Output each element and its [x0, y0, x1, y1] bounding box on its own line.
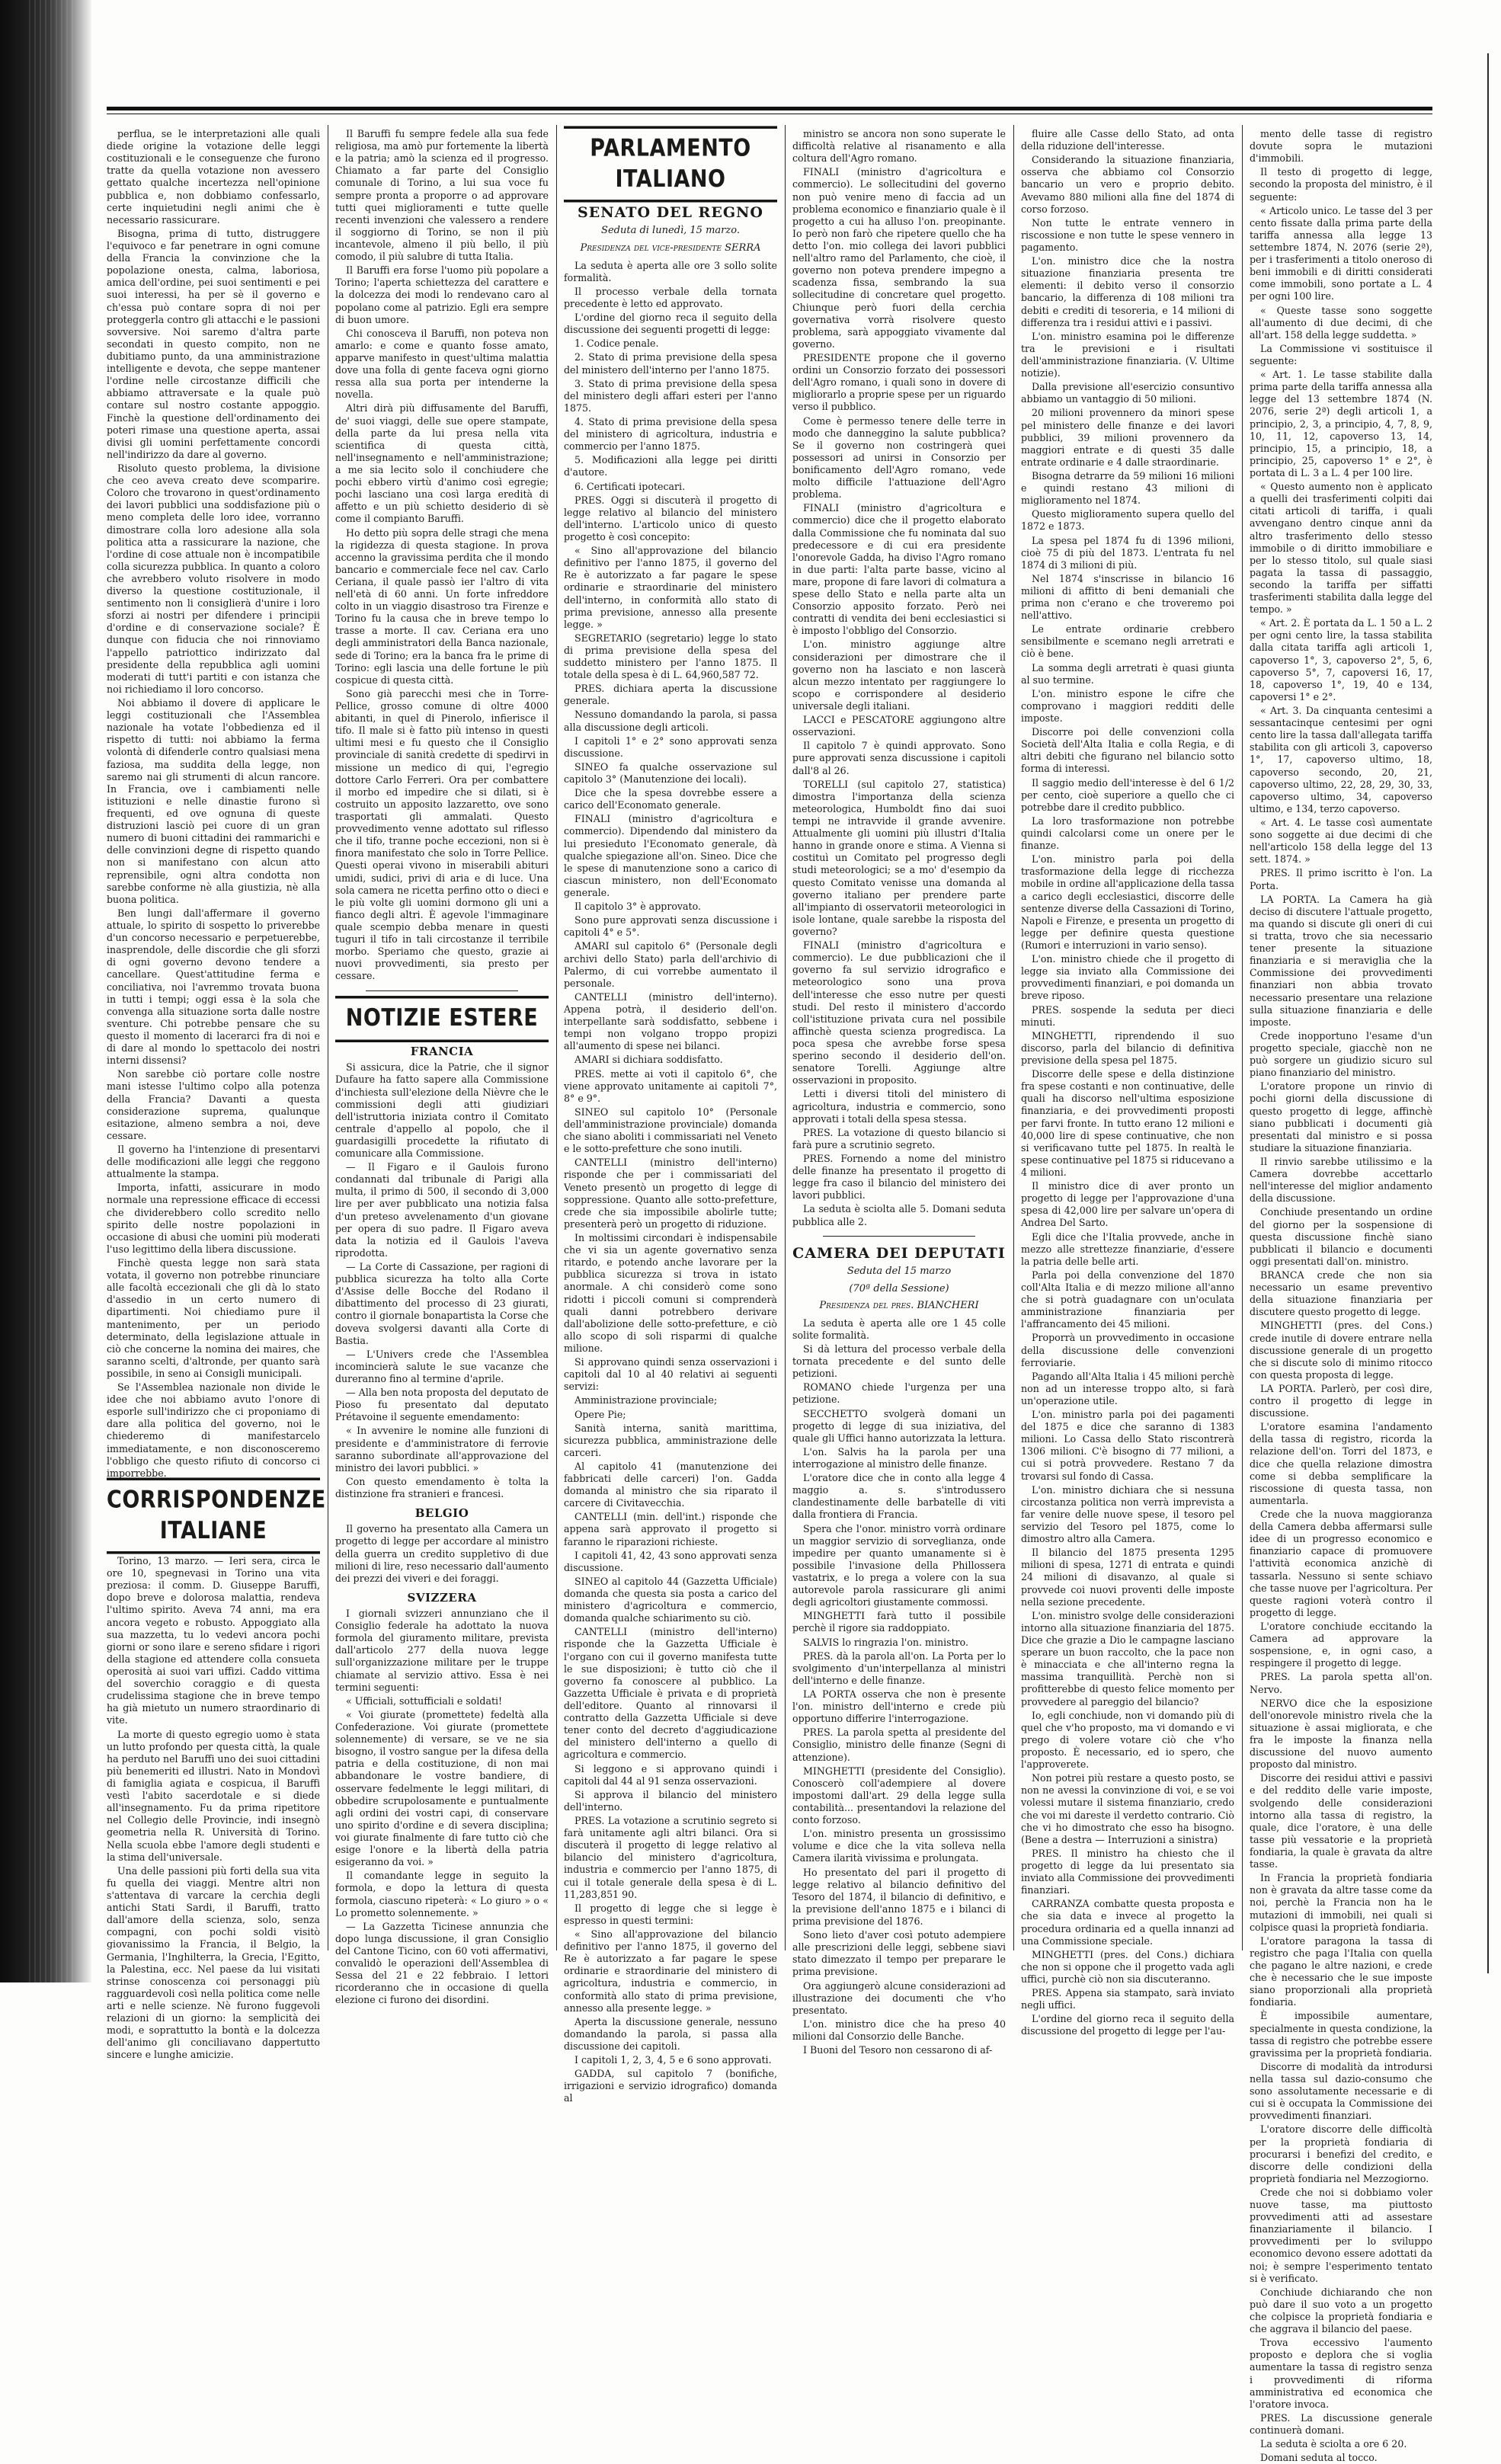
- paragraph: Come è permesso tenere delle terre in modo che danneggino la salute pubblica? Se il governo non costringerà quei possessori ad unirsi in Consorzio per bonificamento dell'Agro romano, vede molto difficile l'attuazione dell'Agro problema.: [792, 414, 1006, 501]
- paragraph: L'on. ministro aggiunge altre considerazioni per dimostrare che il governo non ha lasciato e non lascerà alcun mezzo intentato per raggiungere lo scopo e corrispondere al desiderio universale degli italiani.: [792, 638, 1006, 712]
- paragraph: Nel 1874 s'inscrisse in bilancio 16 milioni di affitto di beni demaniali che prima non c'erano e che troveremo poi nell'attivo.: [1021, 572, 1234, 622]
- paragraph: La seduta è aperta alle ore 1 45 colle solite formalità.: [792, 1317, 1006, 1341]
- paragraph: FINALI (ministro d'agricoltura e commercio). Le sollecitudini del governo non può venire meno di faccia ad un problema economico e finanziario quale è il progetto a cui ha alluso l'on. preopinante. Io però non farò che ripetere quello che ha detto l'on. mio collega dei lavori pubblici nell'altro ramo del Parlamento, che cioè, il governo non poteva prendere impegno a scadenza fissa, sembrando la sua sollecitudine di concretare quel progetto. Chiunque però fuori della cerchia governativa vorrà risolvere questo problema, sarà appoggiato vivamente dal governo.: [792, 166, 1006, 350]
- paragraph: In moltissimi circondari è indispensabile che vi sia un agente governativo senza ritardo, e potendo anche lavorare per la pubblica sicurezza si trova in istato anormale. A chi considerò come sono ridotti i piccoli comuni si comprenderà quali danni potrebbero derivare dall'abolizione delle sotto-prefetture, e ciò allo scopo di soli risparmi di qualche milione.: [564, 1231, 777, 1354]
- paragraph: Bisogna detrarre da 59 milioni 16 milioni e quindi restano 43 milioni di miglioramento nel 1874.: [1021, 469, 1234, 507]
- paragraph: BRANCA crede che non sia necessario un esame preventivo della situazione finanziaria per discutere questo progetto di legge.: [1250, 1269, 1432, 1318]
- paragraph: MINGHETTI, riprendendo il suo discorso, parla del bilancio di definitiva previsione della spesa pel 1875.: [1021, 1029, 1234, 1066]
- divider: [366, 990, 518, 991]
- paragraph: L'on. ministro parla poi dei pagamenti del 1875 e dice che saranno di 1383 milioni. Lo Cassa dello Stato riscontrerà 1306 milioni. C'è bisogno di 77 milioni, a cui si potrà provvedere. Restano 7 da trovarsi sul fondo di Cassa.: [1021, 1409, 1234, 1482]
- paragraph: LACCI e PESCATORE aggiungono altre osservazioni.: [792, 714, 1006, 738]
- paragraph: PRES. Il ministro ha chiesto che il progetto di legge da lui presentato sia inviato alla Commissione dei provvedimenti finanziari.: [1021, 1847, 1234, 1896]
- paragraph: SALVIS lo ringrazia l'on. ministro.: [803, 1636, 969, 1648]
- paragraph: « Questo aumento non è applicato a quelli dei trasferimenti colpiti dai citati articoli di tariffa, i quali avvengano dentro cinque anni da altro trasferimento dello stesso immobile o di diritto immobiliare e per lo stesso titolo, sul quale siasi pagata la tassa di passaggio, secondo la tariffa per siffatti trasferimenti stabilita dalla legge del tempo. »: [1250, 481, 1432, 616]
- newspaper-page: [107, 107, 1432, 2464]
- chamber-presidency: Presidenza del pres. BIANCHERI: [819, 1300, 979, 1312]
- paragraph: Discorre dei residui attivi e passivi e del reddito delle varie imposte, svolgendo delle considerazioni intorno alla tassa di registro, la quale, dice l'oratore, è una delle tasse più vessatorie e la proprietà fondiaria, la quale è gravata da altre tasse.: [1250, 1772, 1432, 1870]
- paragraph: La seduta è sciolta alle 5. Domani seduta pubblica alle 2.: [792, 1203, 1006, 1227]
- paragraph: GADDA, sul capitolo 7 (bonifiche, irrigazioni e servizio idrografico) domanda al: [564, 2068, 777, 2104]
- paragraph: Crede che noi si dobbiamo voler nuove tasse, ma piuttosto provvedimenti atti ad assestare finanziariamente il bilancio. I provvedimenti per lo sviluppo economico devono essere adottati da noi; è sempre l'esperimento tentato si è verificato.: [1250, 2186, 1432, 2284]
- column-1: [107, 128, 326, 2061]
- paragraph: L'oratore discorre delle difficoltà per la proprietà fondiaria di procurarsi i benefizi del credito, e discorre delle condizioni della proprietà fondiaria nel Mezzogiorno.: [1250, 2123, 1432, 2184]
- paragraph: La somma degli arretrati è quasi giunta al suo termine.: [1021, 661, 1234, 686]
- paragraph: Proporrà un provvedimento in occasione della discussione delle convenzioni ferroviarie.: [1021, 1332, 1234, 1368]
- paragraph: Spera che l'onor. ministro vorrà ordinare un maggior servizio di sorveglianza, onde impedire per quanto umanamente si è possibile l'invasione della Phillossera vastatrix, e lo prega a volere con la sua autorevole parola rassicurare gli animi degli agricoltori giustamente commossi.: [792, 1522, 1006, 1608]
- paragraph: Il processo verbale della tornata precedente è letto ed approvato.: [564, 285, 777, 309]
- subsection-francia: [335, 1045, 549, 1500]
- paragraph: MINGHETTI (presidente del Consiglio). Conoscerò coll'adempiere al dovere impostomi dall'art. 29 della legge sulla contabilità... presentandovi la relazione del conto forzoso.: [792, 1765, 1006, 1826]
- paragraph: L'oratore conchiude eccitando la Camera ad approvare la sospensione, e, in ogni caso, a respingere il progetto di legge.: [1250, 1621, 1432, 1669]
- paragraph: Il saggio medio dell'interesse è del 6 1/2 per cento, cioè superiore a quello che ci potrebbe dare il credito pubblico.: [1021, 776, 1234, 813]
- paragraph: CANTELLI (ministro dell'interno). Appena potrà, il desiderio dell'on. interpellante sarà soddisfatto, sebbene i tempi non volgano troppo propizi all'aumento di spese nei bilanci.: [564, 990, 777, 1052]
- paragraph: PRES. dà la parola all'on. La Porta per lo svolgimento d'un'interpellanza al ministri dell'interno e delle finanze.: [792, 1650, 1006, 1686]
- paragraph: L'on. ministro parla poi della trasformazione della legge di ricchezza mobile in ordine all'applicazione della tassa a carico degli ecclesiastici, discorre delle sentenze diverse della Cassazioni di Torino, Napoli e Firenze, e presenta un progetto di legge per definire questa questione (Rumori e interruzioni in vario senso).: [1021, 853, 1234, 951]
- paragraph: L'oratore dice che in conto alla legge 4 maggio a. s. s'introdussero clandestinamente delle barbatelle di viti dalla frontiera di Francia.: [792, 1472, 1006, 1521]
- paragraph: NERVO dice che la esposizione dell'onorevole ministro rivela che la situazione è assai migliorata, e che fra le imposte la finanza nella discussione del nuovo aumento proposto dal ministro.: [1250, 1697, 1432, 1771]
- paragraph: Si approva il bilancio del ministero dell'interno.: [564, 1788, 777, 1813]
- paragraph: L'on. ministro dichiara che si nessuna circostanza politica non verrà imprevista a far venire delle nuove spese, il tesoro pel servizio del Tesoro pel 1875, come lo dimostro altro alla Camera.: [1021, 1483, 1234, 1545]
- paragraph: Discorre poi delle convenzioni colla Società dell'Alta Italia e colla Regia, e di altri debiti che figurano nel bilancio sotto forma di interessi.: [1021, 726, 1234, 775]
- paragraph: I capitoli 1, 2, 3, 4, 5 e 6 sono approvati.: [574, 2054, 772, 2066]
- paragraph: 1. Codice penale.: [574, 338, 659, 350]
- paragraph: Si dà lettura del processo verbale della tornata precedente e del sunto delle petizioni.: [792, 1343, 1006, 1380]
- paragraph: — La Corte di Cassazione, per ragioni di pubblica sicurezza ha tolto alla Corte d'Assise delle Bocche del Rodano il dibattimento del processo di 23 giurati, contro il giornale bonapartista la Corse che doveva svolgersi davanti alla Corte di Bastia.: [335, 1261, 549, 1346]
- chamber-heading: CAMERA DEI DEPUTATI: [792, 1244, 1006, 1262]
- paragraph: « Art. 2. È portata da L. 1 50 a L. 2 per ogni cento lire, la tassa stabilita dalla citata tariffa agli articoli 1, capoverso 1°, 3, capoverso 2°, 5, 6, capoverso 5°, 7, capoversi 16, 17, 18, capoverso 1°, 19, 40 e 134, capoversi 1° e 2°.: [1250, 617, 1432, 702]
- paragraph: MINGHETTI (pres. del Cons.) dichiara che non si oppone che il progetto vada agli uffici, purchè ciò non sia discuteranno.: [1021, 1948, 1234, 1985]
- column-4: [792, 128, 1006, 2056]
- paragraph: L'on. ministro dice che ha preso 40 milioni dal Consorzio delle Banche.: [792, 2018, 1006, 2042]
- subsection-heading: SVIZZERA: [407, 1590, 477, 1605]
- paragraph: LA PORTA. La Camera ha già deciso di discutere l'attuale progetto, ma quando si discute gli oneri di cui si tratta, trovo che sia necessario tener presente la situazione finanziaria e si meraviglia che la Commissione dei provvedimenti finanziari non abbia trovato necessario presentare una relazione sulla situazione finanziaria e delle imposte.: [1250, 893, 1432, 1028]
- paragraph: La spesa pel 1874 fu di 1396 milioni, cioè 75 di più del 1873. L'entrata fu nel 1874 di 3 milioni di più.: [1021, 534, 1234, 571]
- paragraph: Io, egli conchiude, non vi domando più di quel che v'ho proposto, ma vi domando e vi prego di volere votare ciò che v'ho proposto. È necessario, ed io spero, che l'approverete.: [1021, 1709, 1234, 1771]
- column-6: [1250, 128, 1432, 2464]
- paragraph: Se l'Assemblea nazionale non divide le idee che noi abbiamo avuto l'onore di esporle sull'indirizzo che ci proponiamo di dare alla politica del governo, noi le chiederemo di manifestarcelo immediatamente, e non disconosceremo l'obbligo che questo rifiuto di concorso ci imporrebbe.: [107, 1381, 320, 1479]
- paragraph: PRES. sospende la seduta per dieci minuti.: [1021, 1003, 1234, 1028]
- paragraph: fluire alle Casse dello Stato, ad onta della riduzione dell'interesse.: [1021, 128, 1234, 152]
- paragraph: « Art. 4. Le tasse così aumentate sono soggette ai due decimi di che nell'articolo 158 della legge del 13 sett. 1874. »: [1250, 817, 1432, 866]
- paragraph: Il capitolo 7 è quindi approvato. Sono pure approvati senza discussione i capitoli dall'8 al 26.: [792, 740, 1006, 776]
- subsection-text: [335, 1523, 549, 1585]
- column-separator: [1013, 125, 1014, 1950]
- paragraph: SINEO fa qualche osservazione sul capitolo 3° (Manutenzione dei locali).: [564, 760, 777, 786]
- paragraph: Trova eccessivo l'aumento proposto e deplora che si voglia aumentare la tassa di registro senza i provvedimenti di riforma amministrativa ed economica che l'oratore invoca.: [1250, 2337, 1432, 2410]
- paragraph: Finchè questa legge non sarà stata votata, il governo non potrebbe rinunciare alle facoltà eccezionali che gli dà lo stato d'assedio in un certo numero di dipartimenti. Noi chiediamo pure il mantenimento, per un periodo determinato, della legislazione attuale in ciò che concerne la nomina dei maires, che saranno scelti, d'altronde, per quanto sarà possibile, in seno ai Consigli municipali.: [107, 1256, 320, 1379]
- paragraph: Il comandante legge in seguito la formola, e dopo la lettura di questa formola, ciascuno ripeterà: « Lo giuro » o « Lo prometto solennemente. »: [335, 1870, 549, 1918]
- paragraph: Considerando la situazione finanziaria, osserva che abbiamo col Consorzio bancario un vero e proprio debito. Avevamo 880 milioni alla fine del 1874 di corso forzoso.: [1021, 154, 1234, 215]
- paragraph: La seduta è aperta alle ore 3 sollo solite formalità.: [564, 259, 777, 283]
- session-date: Seduta di lunedì, 15 marzo.: [601, 225, 740, 237]
- paragraph: La seduta è sciolta a ore 6 20.: [1260, 2438, 1407, 2450]
- paragraph: Aperta la discussione generale, nessuno domandando la parola, si passa alla discussione dei capitoli.: [564, 2015, 777, 2052]
- column-separator: [556, 125, 557, 1950]
- paragraph: Il bilancio del 1875 presenta 1295 milioni di spesa, 1271 di entrata e quindi 24 milioni di disavanzo, al quale si provvede coi nuovi proventi delle imposte nella sezione precedente.: [1021, 1547, 1234, 1608]
- subsection-heading: BELGIO: [414, 1506, 469, 1521]
- paragraph: 20 milioni provennero da minori spese pel ministero delle finanze e dei lavori pubblici, 39 milioni provennero da maggiori entrate e di questi 35 dalle entrate ordinarie e 4 dalle straordinarie.: [1021, 407, 1234, 468]
- paragraph: Ora aggiungerò alcune considerazioni ad illustrazione dei documenti che v'ho presentato.: [792, 1979, 1006, 2016]
- paragraph: La Commissione vi sostituisce il seguente:: [1250, 342, 1432, 366]
- col1-text: [107, 128, 320, 1480]
- paragraph: Il Baruffi era forse l'uomo più popolare a Torino; l'aperta schiettezza del carattere e la dolcezza dei modi lo rendevano caro al popolano come al patrizio. Egli era sempre di buon umore.: [335, 264, 549, 325]
- column-3: [564, 128, 777, 2104]
- paragraph: L'on. Salvis ha la parola per una interrogazione al ministro delle finanze.: [792, 1445, 1006, 1470]
- paragraph: Importa, infatti, assicurare in modo normale una repressione efficace di eccessi che dividerebbero collo scredito nello spirito delle nostre popolazioni in occasione di abusi che uomini più moderati l'uso legittimo della libera discussione.: [107, 1182, 320, 1255]
- paragraph: PRES. Appena sia stampato, sarà inviato negli uffici.: [1021, 1987, 1234, 2011]
- paragraph: PRES. La votazione a scrutinio segreto si farà unitamente agli altri bilanci. Ora si discuterà il progetto di legge relativo al bilancio del ministero d'agricoltura, industria e commercio per l'anno 1875, di cui il totale generale della spesa è di L. 11,283,851 90.: [564, 1815, 777, 1900]
- paragraph: « Sino all'approvazione del bilancio definitivo per l'anno 1875, il governo del Re è autorizzato a far pagare le spese ordinarie e straordinarie del ministero di agricoltura, industria e commercio, in conformità allo stato di prima previsione, annesso alla presente legge. »: [564, 1928, 777, 2014]
- section-banner-notizie-estere: NOTIZIE ESTERE: [335, 996, 549, 1042]
- paragraph: MINGHETTI farà tutto il possibile perchè il rigore sia raddoppiato.: [792, 1610, 1006, 1634]
- paragraph: Si leggono e si approvano quindi i capitoli dal 44 al 91 senza osservazioni.: [564, 1762, 777, 1787]
- paragraph: Sanità interna, sanità marittima, sicurezza pubblica, amministrazione delle carceri.: [564, 1422, 777, 1458]
- paragraph: 4. Stato di prima previsione della spesa del ministero di agricoltura, industria e commercio per l'anno 1875.: [564, 415, 777, 453]
- paragraph: I capitoli 1° e 2° sono approvati senza discussione.: [564, 734, 777, 759]
- paragraph: SINEO sul capitolo 10° (Personale dell'amministrazione provinciale) domanda che siano aboliti i commissariati nel Veneto e le sotto-prefetture che sono inutili.: [564, 1106, 777, 1155]
- paragraph: Opere Pie;: [574, 1408, 626, 1420]
- paragraph: L'oratore esamina l'andamento della tassa di registro, ricorda la relazione dell'on. Torri del 1873, e dice che quella relazione dimostra come si debba semplificare la riscossione di questa tassa, non aumentarla.: [1250, 1421, 1432, 1506]
- paragraph: Letti i diversi titoli del ministero di agricoltura, industria e commercio, sono approvati i totali della spesa stessa.: [792, 1088, 1006, 1125]
- paragraph: Non potrei più restare a questo posto, se non ne avessi la convinzione di voi, e se voi volessi mutare il sistema finanziario, credo che voi mi dareste il verdetto contrario. Ciò che vi ho dimostrato che esso ha bisogno. (Bene a destra — Interruzioni a sinistra): [1021, 1772, 1234, 1845]
- paragraph: MINGHETTI (pres. del Cons.) crede inutile di dovere entrare nella discussione generale di un progetto che si discute solo di minimo ritocco con questa proposta di legge.: [1250, 1320, 1432, 1381]
- col5-text: [1021, 128, 1234, 2038]
- paragraph: FINALI (ministro d'agricoltura e commercio). Dipendendo dal ministero da lui presieduto l'Economato generale, dà qualche spiegazione all'on. Sineo. Dice che le spese di manutenzione sono a carico di ciascun ministero, non dell'Economato generale.: [564, 813, 777, 899]
- paragraph: Le entrate ordinarie crebbero sensibilmente e scemano negli arretrati e ciò è bene.: [1021, 623, 1234, 660]
- paragraph: La loro trasformazione non potrebbe quindi calcolarsi come un onere per le finanze.: [1021, 814, 1234, 852]
- column-separator: [1242, 125, 1243, 1950]
- paragraph: PRES. Oggi si discuterà il progetto di legge relativo al bilancio del ministero dell'interno. L'articolo unico di questo progetto è così concepito:: [564, 494, 777, 542]
- paragraph: TORELLI (sul capitolo 27, statistica) dimostra l'importanza della scienza meteorologica, Humboldt fino dai suoi tempi ne intravvide il grande avvenire. Attualmente gli uomini più illustri d'Italia hanno in grande onore e stima. A Vienna si costituì un Comitato pel progresso degli studi meteorologici; se a mo' d'esempio da questo Comitato venisse una domanda al governo italiano per prendere parte all'impianto di osservatorii meteorologici in isole lontane, quale sarebbe la risposta del governo?: [792, 778, 1006, 937]
- chamber-session: Seduta del 15 marzo: [847, 1265, 952, 1277]
- paragraph: Il capitolo 3° è approvato.: [574, 901, 701, 913]
- paragraph: PRES. dichiara aperta la discussione generale.: [564, 683, 777, 707]
- subsection-text: [335, 1608, 549, 2007]
- paragraph: 6. Certificati ipotecari.: [574, 480, 686, 492]
- paragraph: « Ufficiali, sottufficiali e soldati!: [346, 1694, 503, 1707]
- paragraph: Il governo ha l'intenzione di presentarvi delle modificazioni alle leggi che reggono attualmente la stampa.: [107, 1143, 320, 1180]
- column-separator: [785, 125, 786, 1950]
- paragraph: SEGRETARIO (segretario) legge lo stato di prima previsione della spesa del suddetto ministero per l'anno 1875. Il totale della spesa è di L. 64,960,587 72.: [564, 632, 777, 681]
- paragraph: Pagando all'Alta Italia i 45 milioni perchè non ad un interesse troppo alto, si farà un'operazione utile.: [1021, 1370, 1234, 1406]
- section-banner-corrispondenze: CORRISPONDENZE ITALIANE: [107, 1477, 320, 1554]
- paragraph: — La Gazzetta Ticinese annunzia che dopo lunga discussione, il gran Consiglio del Cantone Ticino, con 60 voti affermativi, convalidò le operazioni dell'Assemblea di Sessa del 21 e 22 febbraio. I lettori ricorderanno che in occasione di quella elezione ci furono dei disordini.: [335, 1920, 549, 2006]
- paragraph: CANTELLI (ministro dell'interno) risponde che per i commissariati del Veneto presentò un progetto di legge di soppressione. Quanto alle sotto-prefetture, crede che sia impossibile abolirle tutte; presenterà però un progetto di riduzione.: [564, 1157, 777, 1230]
- paragraph: PRES. La votazione di questo bilancio si farà pure a scrutinio segreto.: [792, 1126, 1006, 1150]
- paragraph: SINEO al capitolo 44 (Gazzetta Ufficiale) domanda che questa sia posta a carico del ministero d'agricoltura e commercio, domanda qualche schiarimento su ciò.: [564, 1575, 777, 1624]
- paragraph: « In avvenire le nomine alle funzioni di presidente e d'amministratore di ferrovie saranno subordinate all'approvazione del ministro dei lavori pubblici. »: [335, 1425, 549, 1474]
- paragraph: PRES. mette ai voti il capitolo 6°, che viene approvato unitamente ai capitoli 7°, 8° e 9°.: [564, 1067, 777, 1104]
- paragraph: Discorre di modalità da introdursi nella tassa sul dazio-consumo che sono assolutamente necessarie e di cui si è occupata la Commissione dei provvedimenti finanziari.: [1250, 2060, 1432, 2122]
- col6-text: [1250, 128, 1432, 2464]
- paragraph: Nessuno domandando la parola, si passa alla discussione degli articoli.: [564, 709, 777, 733]
- paragraph: L'on. ministro presenta un grossissimo volume e dice che la vita solleva nella Camera ilarità vivissima e prolungata.: [792, 1828, 1006, 1864]
- chamber-text: [792, 1317, 1006, 2056]
- paragraph: LA PORTA osserva che non è presente l'on. ministro dell'interno e crede più opportuno differire l'interrogazione.: [792, 1688, 1006, 1725]
- col4-text: [792, 128, 1006, 1228]
- subsection-text: [335, 1061, 549, 1500]
- subsection-svizzera: [335, 1591, 549, 2007]
- paragraph: mento delle tasse di registro dovute sopra le mutazioni d'immobili.: [1250, 128, 1432, 165]
- divider: [823, 1236, 975, 1237]
- paragraph: PRES. La parola spetta al presidente del Consiglio, ministro delle finanze (Segni di attenzione).: [792, 1726, 1006, 1763]
- paragraph: Altri dirà più diffusamente del Baruffi, de' suoi viaggi, delle sue opere stampate, della parte da lui presa nella vita scientifica di questa città, nell'insegnamento e nell'amministrazione; a me sia lecito solo il conchiudere che pochi ebbero virtù d'animo così egregie; pochi lasciano una così larga eredità di affetto e un più schietto desiderio di sè come il compianto Baruffi.: [335, 402, 549, 525]
- paragraph: I giornali svizzeri annunziano che il Consiglio federale ha adottato la nuova formola del giuramento militare, prevista dall'articolo 277 della nuova legge sull'organizzazione militare per le truppe chiamate al servizio attivo. Essa è nei termini seguenti:: [335, 1608, 549, 1693]
- subsection-heading: FRANCIA: [410, 1045, 474, 1059]
- paragraph: Il testo di progetto di legge, secondo la proposta del ministro, è il seguente:: [1250, 166, 1432, 203]
- col2-text: [335, 128, 549, 983]
- paragraph: — Il Figaro e il Gaulois furono condannati dal tribunale di Parigi alla multa, il primo di 500, il secondo di 3,000 lire per aver pubblicato una notizia falsa d'un preteso avvelenamento d'un giovane per opera di suo padre. Il Figaro aveva data la notizia ed il Gaulois l'aveva riprodotta.: [335, 1161, 549, 1259]
- paragraph: Si approvano quindi senza osservazioni i capitoli dal 10 al 40 relativi ai seguenti servizi:: [564, 1356, 777, 1393]
- paragraph: FINALI (ministro d'agricoltura e commercio). Le due pubblicazioni che il governo fa sul servizio idrografico e meteorologico sono una prova dell'interesse che esso nutre per questi studi. Del resto il ministero d'accordo coll'istituzione privata cura nel possibile affinchè questa scienza progredisca. La poca spesa che avrebbe forse spesa sperino secondo il desiderio dell'on. senatore Torelli. Aggiunge altre osservazioni in proposito.: [792, 939, 1006, 1086]
- paragraph: — Alla ben nota proposta del deputato de Pioso fu presentato dal deputato Prétavoine il seguente emendamento:: [335, 1387, 549, 1423]
- paragraph: Sono pure approvati senza discussione i capitoli 4° e 5°.: [564, 914, 777, 939]
- paragraph: Parla poi della convenzione del 1870 coll'Alta Italia e di mezzo milione all'anno che si potrà guadagnare con un'oculata amministrazione finanziaria per l'affrancamento dei 45 milioni.: [1021, 1269, 1234, 1330]
- paragraph: « Voi giurate (promettete) fedeltà alla Confederazione. Voi giurate (promettete solennemente) di versare, se ve ne sia bisogno, il vostro sangue per la difesa della patria e della costituzione, di non mai abbandonare le vostre bandiere, di osservare fedelmente le leggi militari, di obbedire scrupolosamente e puntualmente agli ordini dei vostri capi, di conservare uno spirito d'ordine e di severa disciplina; voi giurate finalmente di fare tutto ciò che esige l'onore e la libertà della patria esigeranno da voi. »: [335, 1708, 549, 1868]
- paragraph: Conchiude dichiarando che non può dare il suo voto a un progetto che colpisce la proprietà fondiaria e che aggrava il bilancio del paese.: [1250, 2286, 1432, 2335]
- paragraph: CARRANZA combatte questa proposta e che sia data e invece al progetto la procedura ordinaria ed a quella innanzi ad una Commissione speciale.: [1021, 1898, 1234, 1947]
- senate-heading: SENATO DEL REGNO: [578, 204, 763, 222]
- col1-section-text: [107, 1555, 320, 2061]
- paragraph: 2. Stato di prima previsione della spesa del ministero dell'interno per l'anno 1875.: [564, 351, 777, 376]
- paragraph: 3. Stato di prima previsione della spesa del ministero degli affari esteri per l'anno 1875.: [564, 377, 777, 414]
- paragraph: PRES. Fornendo a nome del ministro delle finanze ha presentato il progetto di legge fra caso il bilancio del ministero dei lavori pubblici.: [792, 1152, 1006, 1202]
- paragraph: CANTELLI (ministro dell'interno) risponde che la Gazzetta Ufficiale è l'organo con cui il governo manifesta tutte le sue disposizioni; è tutto ciò che il governo fa conoscere al pubblico. La Gazzetta Ufficiale è privata e di proprietà dell'editore. Quanto al rinnovarsi il contratto della Gazzetta Ufficiale si deve tener conto del decreto d'aggiudicazione del ministero dell'interno a quello di agricoltura e commercio.: [564, 1626, 777, 1761]
- paragraph: Crede che la nuova maggioranza della Camera debba affermarsi sulle idee di un progresso economico e finanziario capace di promuovere l'attività economica anzichè di tassarla. Nessuno si sente schiavo che tasse nuove per l'agricoltura. Per queste ragioni voterà contro il progetto di legge.: [1250, 1509, 1432, 1618]
- paragraph: Crede inopportuno l'esame d'un progetto speciale, giacchè non ne può sorgere un giudizio sicuro sul piano finanziario del ministro.: [1250, 1029, 1432, 1079]
- top-margin: [91, 0, 1501, 47]
- paragraph: Non sarebbe ciò portare colle nostre mani istesse l'ultimo colpo alla potenza della Francia? Davanti a questa considerazione suprema, qualunque esitazione, almeno sembra a noi, deve cessare.: [107, 1068, 320, 1141]
- top-rule: [107, 107, 1432, 110]
- paragraph: Amministrazione provinciale;: [574, 1394, 718, 1406]
- paragraph: Ho detto più sopra delle stragi che mena la rigidezza di questa stagione. In prova accenno la gravissima perdita che il mondo bancario e commerciale fece nel cav. Carlo Ceriana, il quale passò ier l'altro di vita nell'età di 60 anni. Un forte infreddore colto in un viaggio disastroso tra Firenze e Torino fu la causa che in breve tempo lo trasse a morte. Il cav. Ceriana era uno degli amministratori della Banca nazionale, sede di Torino; era la banca fra le prime di Torino: egli lascia una delle fortune le più cospicue di questa città.: [335, 526, 549, 686]
- chamber-session-number: (70ª della Sessione): [849, 1282, 949, 1294]
- presidency-line: Presidenza del vice-presidente SERRA: [580, 242, 761, 254]
- paragraph: Non tutte le entrate vennero in riscossione e non tutte le spese vennero in pagamento.: [1021, 216, 1234, 253]
- paragraph: Il progetto di legge che si legge è espresso in questi termini:: [564, 1902, 777, 1926]
- paragraph: « Art. 1. Le tasse stabilite dalla prima parte della tariffa annessa alla legge del 13 settembre 1874 (N. 2076, serie 2ª) degli articoli 1, a principio, 2, 3, a principio, 4, 7, 8, 9, 10, 11, 12, capoverso 13, 14, principio, 15, a principio, 18, a principio, 25, capoverso 1° e 2°, è portata di L. 3 a L. 4 per 100 lire.: [1250, 369, 1432, 478]
- paragraph: Sono già parecchi mesi che in Torre-Pellice, grosso comune di oltre 4000 abitanti, in quel di Pinerolo, infierisce il tifo. Il male si è fatto più intenso in questi ultimi mesi e fu questo che il Consiglio provinciale di sanità credette di spedirvi in missione un medico di qui, l'egregio dottore Carlo Ferreri. Ora per combattere il morbo ed impedire che si dilati, si è costruito un apposito lazzaretto, ove sono trasportati gli ammalati. Questo provvedimento venne adottato sul riflesso che il tifo, tranne poche eccezioni, non si è finora manifestato che solo in Torre Pellice. Questi operai vivono in miserabili abituri umidi, sudici, privi di aria e di luce. Una sola camera ne ricetta perfino otto o dieci e le più volte gli uomini dormono gli uni a fianco degli altri. È agevole l'immaginare quale scempio debba menare in questi tuguri il tifo in tali circostanze il terribile morbo. Speriamo che questo, grazie ai nuovi provvedimenti, sia presto per cessare.: [335, 687, 549, 982]
- paragraph: Si assicura, dice la Patrie, che il signor Dufaure ha fatto sapere alla Commissione d'inchiesta sull'elezione della Nièvre che le commissioni degli atti giudiziari dell'istruttoria iniziata contro il Comitato centrale d'appello al popolo, che il guardasigilli procedette la rifiutato di comunicare alla Commissione.: [335, 1061, 549, 1160]
- paragraph: Ho presentato del pari il progetto di legge relativo al bilancio definitivo del Tesoro del 1874, il bilancio di definitivo, e la previsione dell'anno 1875 e i bilanci di prima previsione del 1876.: [792, 1866, 1006, 1927]
- paragraph: FINALI (ministro d'agricoltura e commercio) dice che il progetto elaborato dalla Commissione che fu nominata dal suo predecessore e di cui era presidente l'onorevole Gadda, ha diviso l'Agro romano in due parti: l'alta parte basse, vicino al mare, propone di fare lavori di colmatura a spese dello Stato e nella parte alta un Consorzio apposito forzato. Però nei contratti di vendita dei beni ecclesiastici si è imposto l'obbligo del Consorzio.: [792, 502, 1006, 637]
- paragraph: Discorre delle spese e della distinzione fra spese costanti e non continuative, delle quali ha discorso nell'ultima esposizione finanziaria, e dei provvedimenti proposti per farvi fronte. In tutto erano 12 milioni e 40,000 lire di spese continuative, che non si verificavano tutte pel 1875. In realtà le spese continuative pel 1875 si riducevano a 4 milioni.: [1021, 1068, 1234, 1178]
- paragraph: Questo miglioramento supera quello del 1872 e 1873.: [1021, 508, 1234, 533]
- paragraph: LA PORTA. Parlerò, per così dire, contro il progetto di legge in discussione.: [1250, 1382, 1432, 1419]
- paragraph: « Art. 3. Da cinquanta centesimi a sessantacinque centesimi per ogni cento lire la tassa dall'allegata tariffa stabilita con gli articoli 3, capoverso 1°, 17, capoverso ultimo, 18, capoverso secondo, 20, 21, capoverso ultimo, 22, 28, 29, 30, 33, capoverso ultimo, 34, capoverso ultimo, e 134, terzo capoverso.: [1250, 705, 1432, 814]
- paragraph: Conchiude presentando un ordine del giorno per la sospensione di questa discussione finchè siano pubblicati il bilancio e documenti oggi presentati dall'on. ministro.: [1250, 1206, 1432, 1267]
- column-5: [1021, 128, 1234, 2037]
- paragraph: Dalla previsione all'esercizio consuntivo abbiamo un vantaggio di 50 milioni.: [1021, 381, 1234, 405]
- paragraph: Chi conosceva il Baruffi, non poteva non amarlo: e come e quanto fosse amato, apparve manifesto in quest'ultima malattia dove una folla di gente faceva ogni giorno ressa alla sua porta per intenderne la novella.: [335, 327, 549, 401]
- paragraph: Con questo emendamento è tolta la distinzione fra stranieri e francesi.: [335, 1475, 549, 1499]
- paragraph: PRESIDENTE propone che il governo ordini un Consorzio forzato dei possessori dell'Agro romano, i quali sono in dovere di migliorarlo a proprie spese per un riguardo verso il pubblico.: [792, 351, 1006, 413]
- paragraph: « Articolo unico. Le tasse del 3 per cento fissate dalla prima parte della tariffa annessa alla legge 13 settembre 1874, N. 2076 (serie 2ª), per i trasferimenti a titolo oneroso di beni immobili e di diritti considerati come immobili, sono portate a L. 4 per ogni 100 lire.: [1250, 204, 1432, 302]
- paragraph: È impossibile aumentare, specialmente in questa condizione, la tassa di registro che potrebbe essere gravissima per la proprietà fondiaria.: [1250, 2010, 1432, 2059]
- paragraph: L'on. ministro chiede che il progetto di legge sia inviato alla Commissione dei provvedimenti finanziari, e poi domanda un breve riposo.: [1021, 953, 1234, 1002]
- paragraph: PRES. Il primo iscritto è l'on. La Porta.: [1250, 867, 1432, 891]
- paragraph: PRES. La parola spetta all'on. Nervo.: [1250, 1671, 1432, 1695]
- paragraph: Il Baruffi fu sempre fedele alla sua fede religiosa, ma amò pur fortemente la libertà e la patria; amò la scienza ed il progresso. Chiamato a far parte del Consiglio comunale di Torino, a lui sua voce fu sempre pronta a proporre o ad approvare tutti quei miglioramenti e tutte quelle recenti invenzioni che valessero a rendere il soggiorno di Torino, se non il più incantevole, almeno il più bello, il più comodo, il più salubre di tutta Italia.: [335, 128, 549, 263]
- paragraph: Al capitolo 41 (manutenzione dei fabbricati delle carceri) l'on. Gadda domanda al ministro che sia riparato il carcere di Civitavecchia.: [564, 1460, 777, 1509]
- col3-text: [564, 260, 777, 2105]
- paragraph: L'ordine del giorno reca il seguito della discussione dei seguenti progetti di legge:: [564, 312, 777, 336]
- subsection-belgio: [335, 1506, 549, 1585]
- paragraph: Risoluto questo problema, la divisione che ceo aveva creato deve scomparire. Coloro che trovarono in quest'ordinamento dei lavori pubblici una soddisfazione più o meno completa delle loro idee, vorranno dimostrare colla loro adesione alla sola politica atta a rassicurare la nazione, che l'ordine di cose attuale non è incompatibile colla sicurezza pubblica. In quanto a coloro che avrebbero voluto risolvere in modo diverso la questione costituzionale, il sentimento non li consiglierà d'unire i loro sforzi ai nostri per difendere i principii d'ordine e di conservazione sociale? È dunque con fiducia che noi rinnoviamo l'appello patriottico indirizzato dal presidente della repubblica agli uomini moderati di tutt'i partiti e con istanza che noi richiediamo il loro concorso.: [107, 462, 320, 695]
- paragraph: L'ordine del giorno reca il seguito della discussione del progetto di legge per l'au-: [1021, 2013, 1234, 2037]
- paragraph: SECCHETTO svolgerà domani un progetto di legge di sua iniziativa, del quale gli Uffici hanno autorizzata la lettura.: [792, 1407, 1006, 1444]
- paragraph: Bisogna, prima di tutto, distruggere l'equivoco e far penetrare in ogni comune della Francia la convinzione che la popolazione onesta, calma, laboriosa, amica dell'ordine, pei suoi sentimenti e pei suoi interessi, ha per sè il governo e ch'essa può contare sopra di noi per proteggerla contro gli attacchi e le passioni sovversive. Noi saremo d'altra parte secondati in questo compito, non ne dubitiamo punto, da una amministrazione intelligente e devota, che seppe mantener l'ordine nelle circostanze difficili che abbiamo attraversate e la quale può contare sul nostro costante appoggio. Finchè la questione dell'ordinamento dei poteri rimase una questione aperta, assai divisi gli uomini perfettamente concordi nell'indirizzo da dare al governo.: [107, 227, 320, 460]
- binding-texture: [29, 0, 73, 1982]
- paragraph: L'on. ministro dice che la nostra situazione finanziaria presenta tre elementi: il debito verso il consorzio bancario, la differenza di 108 milioni tra debiti e crediti di tesoreria, e 14 milioni di differenza tra i residui attivi e i passivi.: [1021, 255, 1234, 328]
- paragraph: La morte di questo egregio uomo è stata un lutto profondo per questa città, la quale ha perduto nel Baruffi uno dei suoi cittadini più benemeriti ed illustri. Nato in Mondovì di famiglia agiata e cospicua, il Baruffi vestì l'abito sacerdotale e si diede all'insegnamento. Fu da prima ripetitore nel Collegio delle Provincie, indi insegnò geometria nella R. Università di Torino. Nella scuola ebbe l'amore degli studenti e la stima dell'universale.: [107, 1728, 320, 1863]
- paragraph: « Sino all'approvazione del bilancio definitivo per l'anno 1875, il governo del Re è autorizzato a far pagare le spese ordinarie e straordinarie del ministero dell'interno, in conformità allo stato di prima previsione, annesso alla presente legge. »: [564, 545, 777, 630]
- paragraph: Domani seduta al tocco.: [1260, 2452, 1378, 2464]
- paragraph: Il ministro dice di aver pronto un progetto di legge per l'approvazione d'una spesa di 42,000 lire per salvare un'opera di Andrea Del Sarto.: [1021, 1180, 1234, 1229]
- paragraph: — L'Univers crede che l'Assemblea incomincierà salute le sue vacanze che dureranno fino al termine d'aprile.: [335, 1348, 549, 1385]
- paragraph: Il governo ha presentato alla Camera un progetto di legge per accordare al ministro della guerra un credito suppletivo di due milioni di lire, reso necessario dall'aumento dei prezzi dei viveri e dei foraggi.: [335, 1523, 549, 1584]
- paragraph: Il rinvio sarebbe utilissimo e la Camera dovrebbe accettarlo nell'interesse del miglior andamento della discussione.: [1250, 1155, 1432, 1205]
- section-banner-parlamento: PARLAMENTO ITALIANO: [564, 126, 777, 202]
- paragraph: Dice che la spesa dovrebbe essere a carico dell'Economato generale.: [564, 787, 777, 811]
- paragraph: CANTELLI (min. dell'int.) risponde che appena sarà approvato il progetto si faranno le riparazioni richieste.: [564, 1511, 777, 1547]
- paragraph: AMARI sul capitolo 6° (Personale degli archivi dello Stato) parla dell'archivio di Palermo, di cui vorrebbe aumentato il personale.: [564, 940, 777, 989]
- paragraph: L'on. ministro esamina poi le differenze tra le previsioni e i risultati dell'amministrazione finanziaria. (V. Ultime notizie).: [1021, 330, 1234, 379]
- paragraph: Egli dice che l'Italia provvede, anche in mezzo alle strettezze finanziarie, d'essere la patria delle belle arti.: [1021, 1230, 1234, 1267]
- paragraph: ROMANO chiede l'urgenza per una petizione.: [792, 1381, 1006, 1406]
- paragraph: Torino, 13 marzo. — Ieri sera, circa le ore 10, spegnevasi in Torino una vita preziosa: il comm. D. Giuseppe Baruffi, dopo breve e dolorosa malattia, rendeva l'ultimo spirito. Aveva 74 anni, ma era ancora vegeto e robusto. Appoggiato alla sua mazzetta, tu lo vedevi ancora pochi giorni or sono ilare e sereno sfidare i rigori della stagione ed attendere colla consueta operosità ai suoi vari uffizi. Caddo vittima del soverchio coraggio e di questa crudelissima stagione che in breve tempo ha già mietuto un numero straordinario di vite.: [107, 1555, 320, 1726]
- paragraph: I Buoni del Tesoro non cessarono di af-: [803, 2044, 993, 2056]
- paragraph: Una delle passioni più forti della sua vita fu quella dei viaggi. Mentre altri non s'attentava di varcare la cerchia degli antichi Stati Sardi, il Baruffi, tratto dall'amore della scienza, solo, senza compagni, con pochi soldi visitò giovanissimo la Francia, il Belgio, la Germania, l'Inghilterra, la Grecia, l'Egitto, la Palestina, ecc. Nel paese da lui visitati strinse conoscenza coi personaggi più ragguardevoli così nella politica come nelle arti e nelle scienze. Nè furono fuggevoli relazioni di un giorno: la semplicità dei modi, e soprattutto la bontà e la dolcezza dell'animo gli conciliavano dappertutto sincere e lunghe amicizie.: [107, 1864, 320, 2061]
- paragraph: L'oratore propone un rinvio di pochi giorni della discussione di questo progetto di legge, affinchè siano pubblicati i documenti già presentati dal ministro e si possa studiare la situazione finanziaria.: [1250, 1080, 1432, 1154]
- page-edge: [1487, 53, 1489, 1973]
- paragraph: L'on. ministro svolge delle considerazioni intorno alla situazione finanziaria del 1875. Dice che grazie a Dio le campagne lasciano sperare un buon raccolto, che la pace non è minacciata e che all'interno regna la massima tranquillità. Perchè non si profitterebbe di questo felice momento per provvedere al pareggio del bilancio?: [1021, 1609, 1234, 1707]
- paragraph: perflua, se le interpretazioni alle quali diede origine la votazione delle leggi costituzionali e le conseguenze che furono tratte da quella votazione non avessero gettato qualche incertezza nell'opinione pubblica e, non dobbiamo confessarlo, certe inquietudini negli animi che è necessario rassicurare.: [107, 128, 320, 226]
- paragraph: L'on. ministro espone le cifre che comprovano i maggiori redditi delle imposte.: [1021, 687, 1234, 725]
- paragraph: Sono lieto d'aver così potuto adempiere alle prescrizioni delle leggi, sebbene siavi stato dimezzato il tempo per preparare le prima previsione.: [792, 1929, 1006, 1978]
- paragraph: PRES. La discussione generale continuerà domani.: [1250, 2411, 1432, 2437]
- paragraph: Ben lungi dall'affermare il governo attuale, lo spirito di sospetto lo priverebbe d'un concorso necessario e perpetuerebbe, inasprendole, delle discordie che gli sforzi di ogni governo devono tendere a cancellare. Quest'attitudine ferma e conciliativa, noi l'avremmo trovata buona in tutti i tempi; oggi essa è la sola che convenga alla situazione sorta dalle nostre sventure. Chi potrebbe pensare che su questo il momento di lacerarci fra di noi e di dare al mondo lo spettacolo dei nostri interni dissensi?: [107, 907, 320, 1067]
- paragraph: I capitoli 41, 42, 43 sono approvati senza discussione.: [564, 1549, 777, 1573]
- paragraph: AMARI si dichiara soddisfatto.: [574, 1054, 723, 1066]
- column-2: [335, 128, 549, 2006]
- paragraph: 5. Modificazioni alla legge pei diritti d'autore.: [564, 454, 777, 478]
- paragraph: L'oratore paragona la tassa di registro che paga l'Italia con quella che pagano le altre nazioni, e crede che è necessario che le sue imposte siano proporzionali alla proprietà fondiaria.: [1250, 1934, 1432, 2008]
- paragraph: « Queste tasse sono soggette all'aumento di due decimi, di che all'art. 158 della legge suddetta. »: [1250, 304, 1432, 341]
- paragraph: ministro se ancora non sono superate le difficoltà relative al risanamento e alla coltura dell'Agro romano.: [792, 128, 1006, 165]
- paragraph: In Francia la proprietà fondiaria non è gravata da altre tasse come da noi, perchè la Francia non ha le mutazioni di immobili, nei quali si colpisce quasi la proprietà fondiaria.: [1250, 1872, 1432, 1933]
- paragraph: Noi abbiamo il dovere di applicare le leggi costituzionali che l'Assemblea nazionale ha votate l'obbedienza ed il rispetto di tutti: noi abbiamo la ferma volontà di difenderle contro qualsiasi mena faziosa, ma suddita della legge, non saremo nai gli strumenti di alcun rancore. In Francia, ove i cambiamenti nelle istituzioni e nelle dinastie furono sì frequenti, ed ove ognuna di queste distruzioni lasciò pei cuore di un gran numero di buoni cittadini dei rammarichi e delle convinzioni degne di rispetto quando non si manifestano con alcun atto reprensibile, ogni altra condotta non sarebbe conforme nè alla giustizia, nè alla buona politica.: [107, 697, 320, 905]
